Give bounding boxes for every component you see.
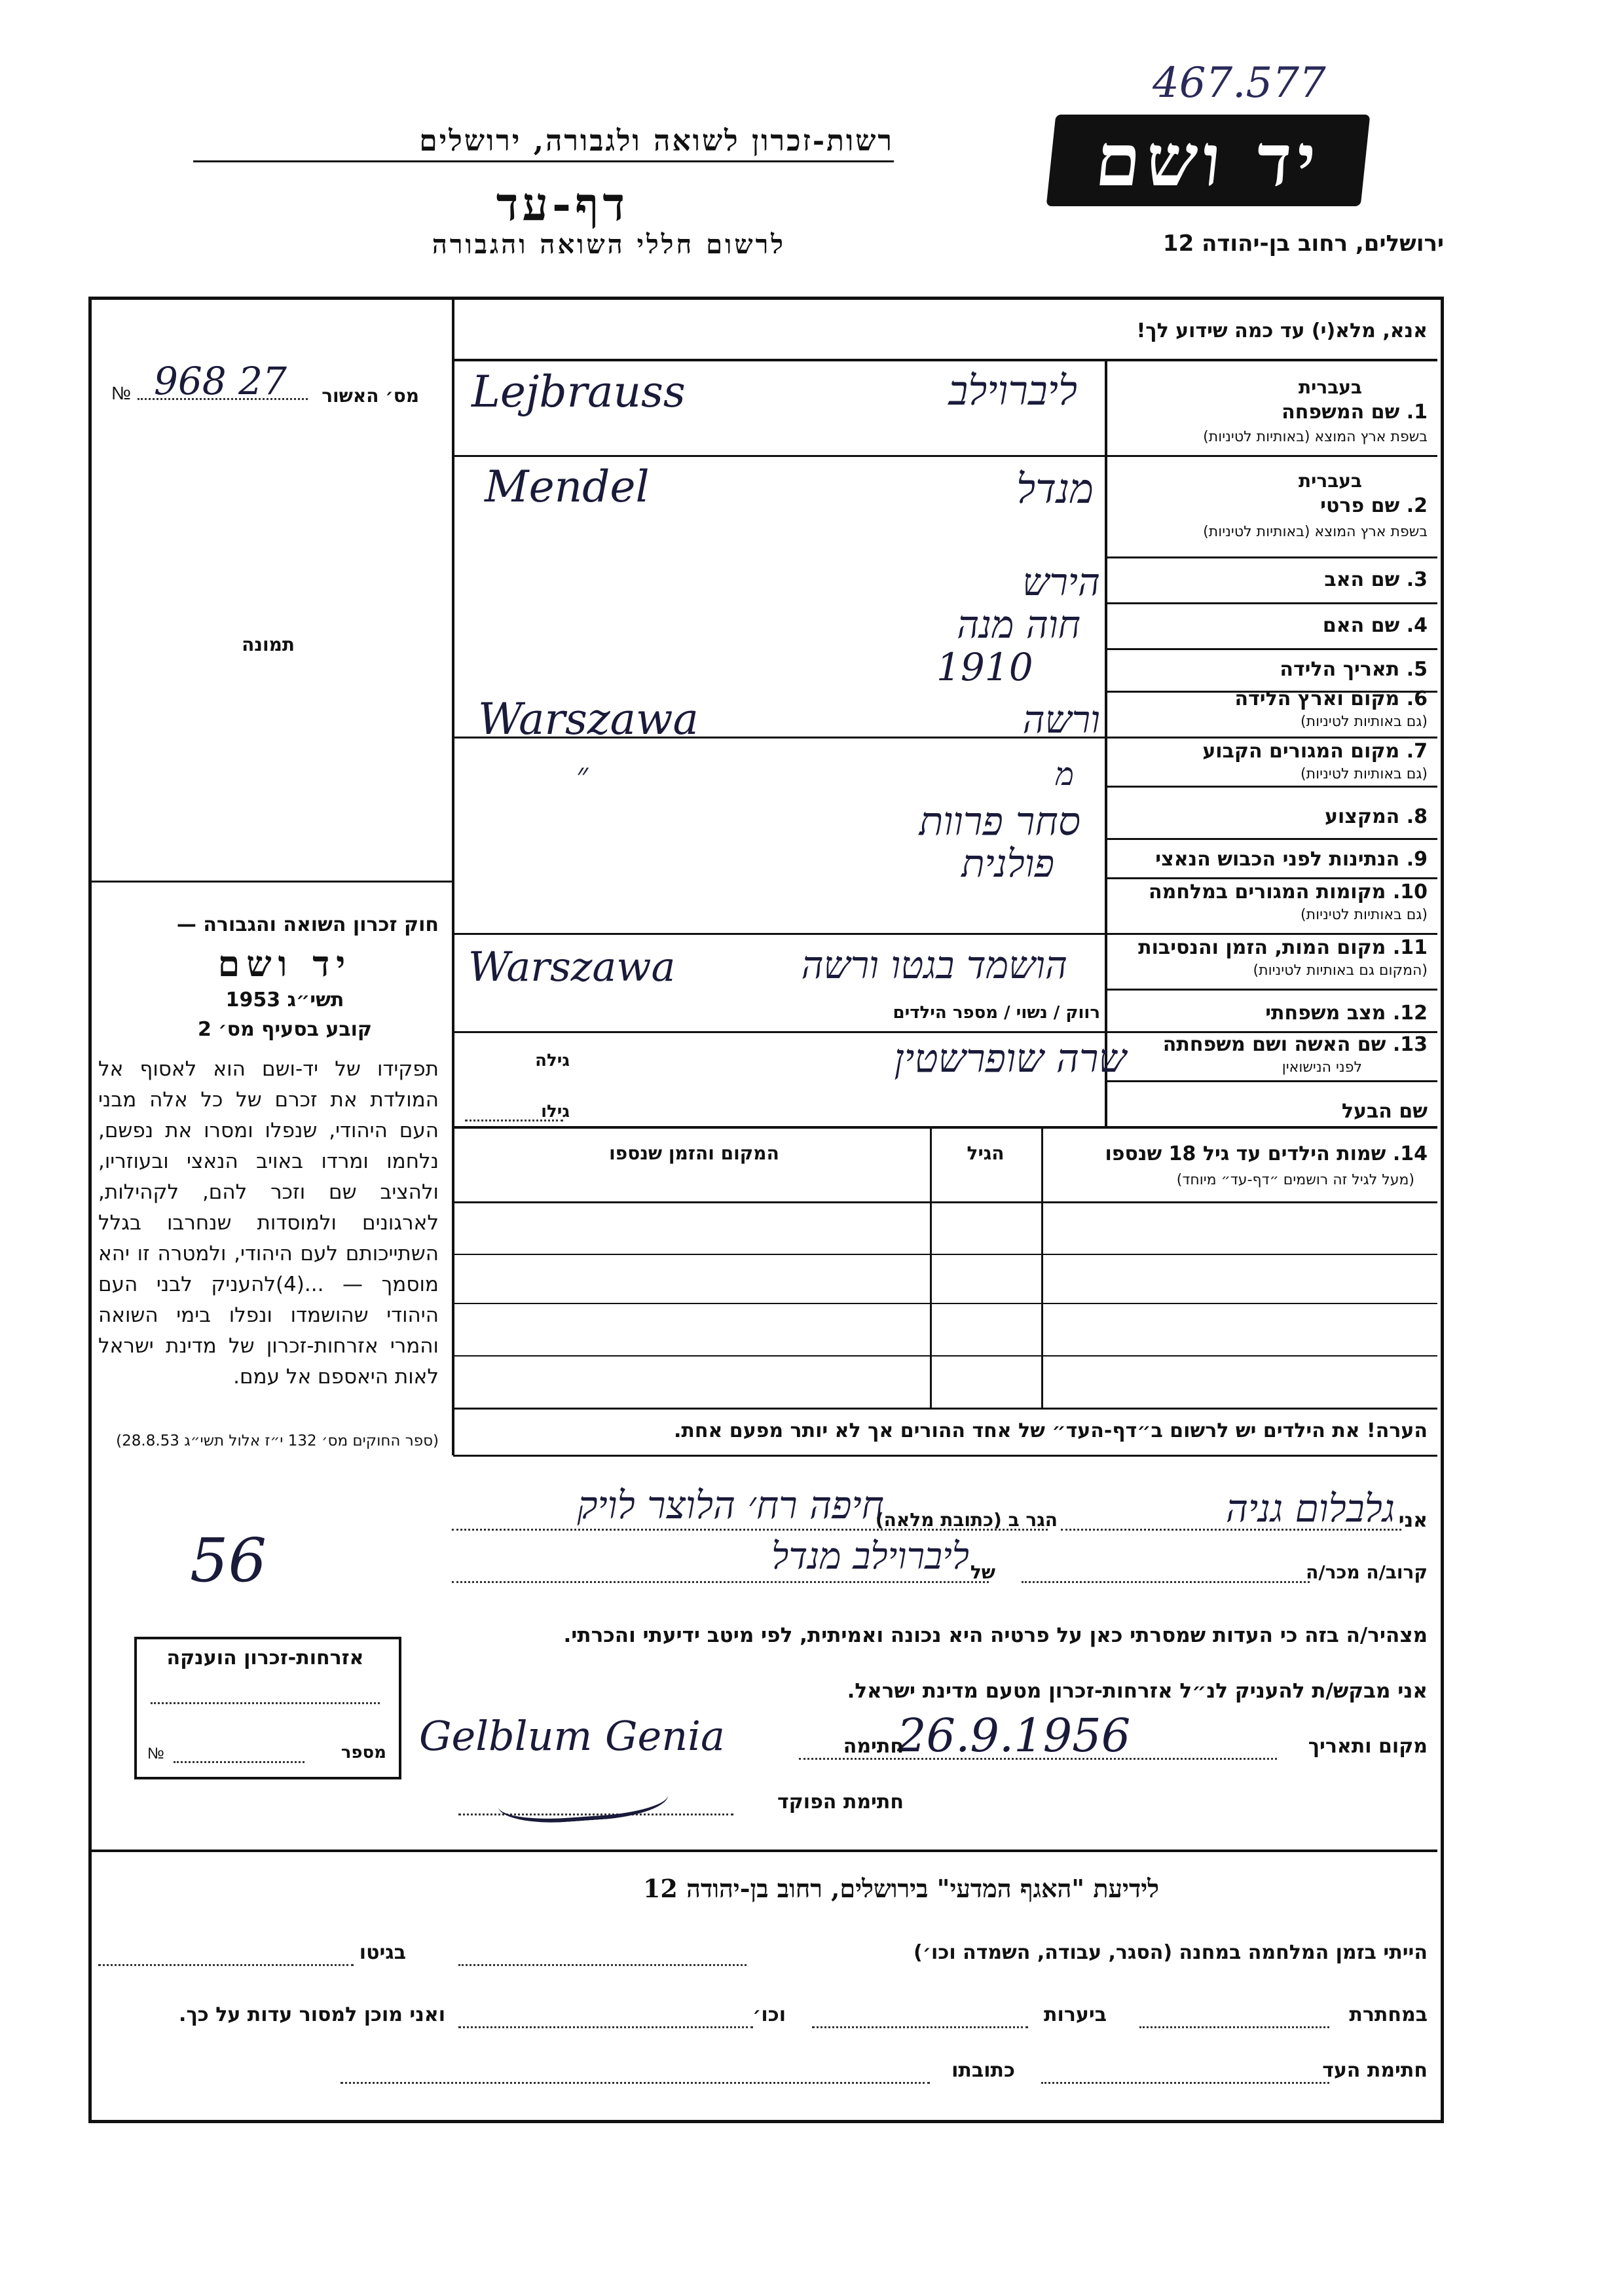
field-2-value-he: מנדל — [1016, 465, 1094, 513]
field-6-sub: (גם באותיות לטיניות) — [1301, 714, 1428, 730]
yad-vashem-logo — [1046, 115, 1371, 206]
resides-label: הגר ב (כתובת מלאה) — [875, 1509, 1058, 1531]
footer-line3-a: חתימת העד — [1322, 2059, 1428, 2082]
declarant-statement: מצהיר/ה בזה כי העדות שמסרתי כאן על פרטיה היא נכונה ואמיתית, לפי מיטב ידיעתי והכרתי. — [563, 1624, 1428, 1647]
field-1-value-he: ליברוילב — [948, 367, 1077, 414]
field-9-value: פולנית — [961, 841, 1054, 886]
field-1-label: 1. שם המשפחה — [1282, 401, 1428, 424]
field-7-value-he: מ — [1055, 756, 1074, 793]
form-title: דף-עד — [496, 177, 629, 231]
citizenship-number-label: מספר — [341, 1743, 386, 1762]
relative-label: קרוב/ה מכר/ה — [1306, 1561, 1428, 1583]
field-11-sub: (המקום גם באותיות לטיניות) — [1253, 962, 1428, 979]
place-date-label: מקום ותאריך — [1308, 1735, 1428, 1758]
footer-line3-b: כתובתו — [951, 2059, 1015, 2082]
citizenship-no-label: № — [147, 1745, 164, 1762]
field-1-hebrew: בעברית — [1298, 376, 1362, 398]
field-5-label: 5. תאריך הלידה — [1280, 658, 1428, 681]
footer-line2-b: ביערות — [1044, 2003, 1107, 2026]
footer-line2-d: ואני מוכן למסור עדות על כך. — [179, 2003, 445, 2026]
field-2-sub: בשפת ארץ המוצא (באותיות לטיניות) — [1203, 524, 1428, 540]
field-11-value-latin: Warszawa — [468, 943, 676, 991]
children-age-header: הגיל — [967, 1142, 1005, 1164]
law-body: תפקידו של יד-ושם הוא לאסוף אל המולדת את זכרם של כל אלה מבני העם היהודי, שנפלו ומסרו את נפשם, נלחמו ומרדו באויב הנאצי ובעוזריו, ולהציב שם וזכר להם, לקהילות, לארגונים ולמוסדות שנחרבו בגלל השתייכותם לעם היהודי, ולמטרה זו יהא מוסמך — ...(4)להעניק לבני העם היהודי שהושמדו ונפלו בימי השואה והמרי אזרחות-זכרון של מדינת ישראל לאות היאספם אל עמם. — [98, 1057, 439, 1389]
citizenship-title: אזרחות-זכרון הוענקה — [166, 1647, 364, 1669]
field-13-label: 13. שם האשה ושם משפחתה — [1162, 1033, 1428, 1056]
children-place-header: המקום והזמן שנספו — [609, 1142, 779, 1164]
authority-title: רשות-זכרון לשואה ולגבורה, ירושלים — [419, 124, 894, 158]
field-6-label: 6. מקום וארץ הלידה — [1234, 687, 1428, 710]
place-date-value: 26.9.1956 — [897, 1709, 1131, 1762]
children-sub: (מעל לגיל זה רושמים ״דף-עד״ מיוחד) — [1176, 1172, 1414, 1188]
field-2-value-latin: Mendel — [485, 462, 650, 512]
address: ירושלים, רחוב בן-יהודה 12 — [1162, 230, 1444, 257]
footer-line1-b: בגיטו — [359, 1941, 406, 1964]
husband-label: שם הבעל — [1341, 1100, 1428, 1123]
approval-value: 968 27 — [154, 359, 287, 403]
form-subtitle: לרשום חללי השואה והגבורה — [432, 229, 786, 260]
signature-value: Gelblum Genia — [419, 1712, 725, 1760]
field-9-label: 9. הנתינות לפני הכבוש הנאצי — [1155, 848, 1428, 871]
field-6-value-latin: Warszawa — [478, 694, 699, 744]
archive-number: 467.577 — [1153, 59, 1326, 107]
of-value: ליברוילב מנדל — [771, 1535, 969, 1578]
ani-value: גלבלום גניה — [1225, 1486, 1395, 1531]
field-12-label: 12. מצב משפחתי — [1265, 1002, 1428, 1025]
field-2-hebrew: בעברית — [1298, 470, 1362, 492]
field-13-value: שרה שופרשטין — [894, 1036, 1126, 1082]
field-13-sub: לפני הנישואין — [1282, 1059, 1362, 1076]
approval-no-label: № — [111, 383, 132, 403]
children-title: 14. שמות הילדים עד גיל 18 שנספו — [1105, 1142, 1428, 1165]
field-8-value: סחר פרוות — [919, 799, 1080, 845]
of-label: של — [970, 1561, 995, 1583]
field-1-sub: בשפת ארץ המוצא (באותיות לטיניות) — [1203, 429, 1428, 445]
signature-label: חתימה — [843, 1735, 904, 1758]
field-11-label: 11. מקום המות, הזמן והנסיבות — [1138, 936, 1428, 959]
margin-number: 56 — [190, 1525, 267, 1595]
field-13-age-label: גילה — [535, 1051, 570, 1070]
field-10-sub: (גם באותיות לטיניות) — [1301, 907, 1428, 923]
field-8-label: 8. המקצוע — [1324, 805, 1428, 828]
resides-value: חיפה רח׳ הלוצר לויק — [577, 1483, 884, 1527]
field-7-sub: (גם באותיות לטיניות) — [1301, 766, 1428, 782]
logo-text: יד ושם — [1091, 118, 1325, 202]
law-name: יד ושם — [217, 943, 352, 985]
field-7-value-latin: ״ — [576, 756, 589, 793]
field-12-sub: רווק / נשוי / מספר הילדים — [893, 1003, 1100, 1023]
law-year: תשי״ג 1953 — [225, 989, 344, 1011]
field-6-value-he: ורשה — [1022, 697, 1100, 742]
photo-label: תמונה — [242, 634, 295, 655]
ani-label: אני — [1398, 1509, 1428, 1532]
husband-age-label: גילו — [541, 1102, 570, 1121]
field-5-value: 1910 — [936, 645, 1033, 689]
footer-line2-a: במחתרת — [1349, 2003, 1428, 2026]
field-10-label: 10. מקומות המגורים במלחמה — [1149, 881, 1428, 903]
footer-line1-a: הייתי בזמן המלחמה במחנה (הסגר, עבודה, השמדה וכו׳) — [913, 1941, 1428, 1964]
declarant-request: אני מבקש/ת להעניק לנ״ל אזרחות-זכרון מטעם מדינת ישראל. — [847, 1679, 1428, 1703]
instruction: אנא, מלא(י) עד כמה שידוע לך! — [1136, 319, 1428, 342]
field-11-value-he: הושמד בגטו ורשה — [801, 943, 1067, 987]
field-3-value: הירש — [1022, 560, 1100, 604]
children-note: הערה! את הילדים יש לרשום ב״דף-העד״ של אחד ההורים אך לא יותר מפעם אחת. — [674, 1419, 1428, 1442]
law-source: (ספר החוקים מס׳ 132 י״ז אלול תשי״ג 28.8.53) — [116, 1432, 439, 1449]
field-7-label: 7. מקום המגורים הקבוע — [1202, 740, 1428, 763]
field-1-value-latin: Lejbrauss — [471, 367, 686, 417]
law-section: קובע בסעיף מס׳ 2 — [197, 1018, 373, 1041]
field-3-label: 3. שם האב — [1324, 568, 1428, 591]
officer-label: חתימת הפוקד — [777, 1791, 904, 1813]
field-4-value: חוה מנה — [957, 602, 1080, 647]
footer-line2-c: וכו׳ — [752, 2003, 786, 2026]
footer-title: לידיעת "האגף המדעי" בירושלים, רחוב בן-יהודה 12 — [642, 1874, 1159, 1903]
field-2-label: 2. שם פרטי — [1320, 494, 1428, 517]
approval-label: מס׳ האשור — [322, 385, 419, 407]
field-4-label: 4. שם האם — [1322, 614, 1428, 637]
law-heading: חוק זכרון השואה והגבורה — — [176, 913, 439, 936]
